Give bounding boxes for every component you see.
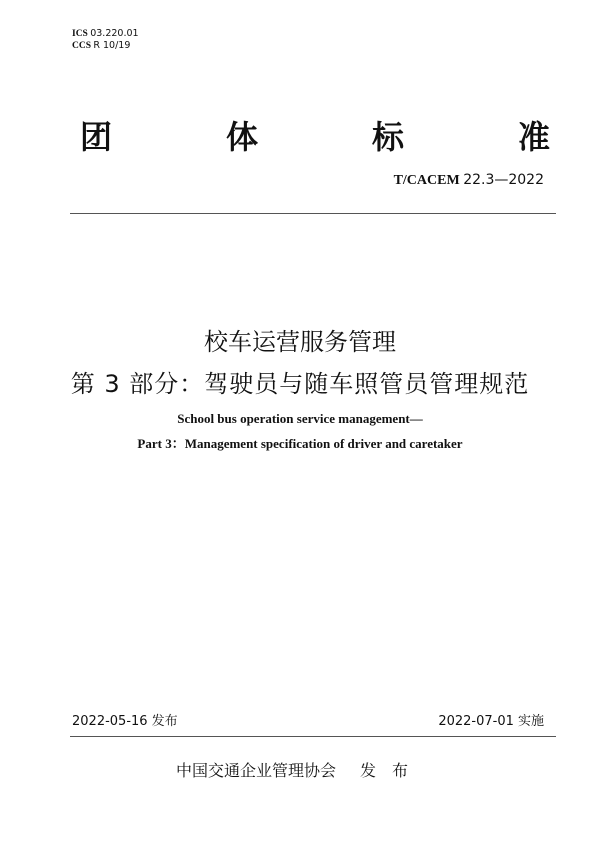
ccs-value: R 10/19: [93, 40, 131, 51]
ics-code: [72, 28, 139, 40]
implementation-date: 2022-07-01 实施: [438, 714, 544, 729]
top-divider: [70, 213, 556, 214]
ics-label: ICS: [72, 29, 88, 39]
ccs-code: [72, 40, 139, 52]
ccs-label: CCS: [72, 41, 92, 51]
issuer-action: 发布: [360, 761, 425, 780]
publish-date: 2022-05-16 发布: [72, 714, 178, 729]
issuer-name: 中国交通企业管理协会: [175, 761, 336, 780]
standard-number-prefix: T/CACEM: [393, 173, 460, 188]
title-en-line1: School bus operation service management—: [177, 411, 423, 426]
title-cn-line1: 校车运营服务管理: [204, 328, 396, 356]
bottom-divider: [70, 736, 556, 737]
standard-type-char: 团: [80, 118, 113, 156]
issuer-line: [0, 756, 600, 780]
standard-number: [394, 172, 544, 189]
ics-value: 03.220.01: [90, 28, 139, 39]
standard-type-char: 体: [225, 118, 258, 156]
standard-type-char: 标: [371, 118, 404, 156]
standard-type-heading: [80, 112, 550, 158]
title-en-line2: Part 3：Management specification of driver and caretaker: [137, 436, 463, 451]
classification-codes: [72, 28, 139, 52]
standard-type-char: 准: [517, 118, 550, 156]
standard-number-value: 22.3—2022: [463, 172, 544, 188]
title-cn-line2: 第 3 部分：驾驶员与随车照管员管理规范: [70, 370, 530, 398]
